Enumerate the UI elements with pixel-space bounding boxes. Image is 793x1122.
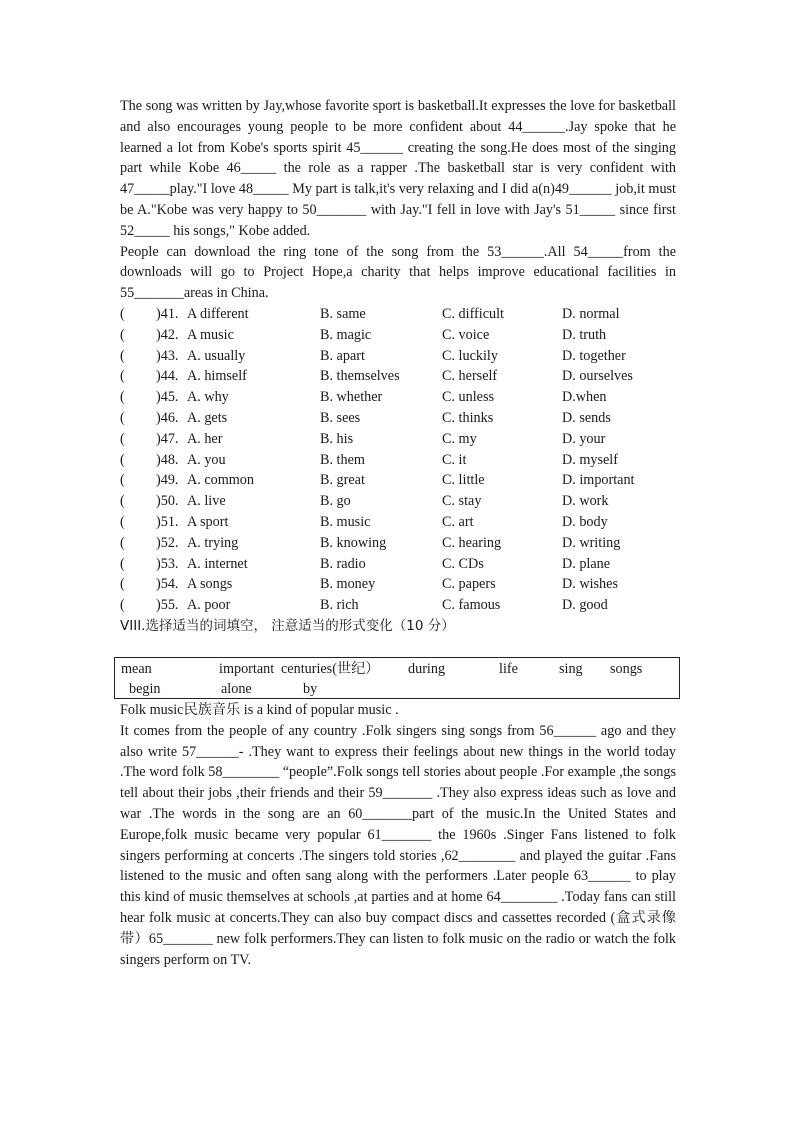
option-b: B. magic bbox=[320, 326, 372, 343]
question-number: )48. bbox=[156, 451, 179, 468]
answer-paren: ( bbox=[120, 493, 125, 510]
option-row bbox=[120, 574, 676, 595]
passage-2-intro: Folk music民族音乐 is a kind of popular music . bbox=[120, 702, 399, 718]
option-c: C. herself bbox=[442, 368, 498, 385]
option-b: B. sees bbox=[320, 409, 361, 426]
question-number: )45. bbox=[156, 389, 179, 406]
answer-paren: ( bbox=[120, 389, 125, 406]
option-row bbox=[120, 366, 676, 387]
word-bank-item: begin bbox=[129, 681, 161, 697]
question-number: )53. bbox=[156, 555, 179, 572]
question-number: )52. bbox=[156, 534, 179, 551]
option-b: B. money bbox=[320, 576, 376, 593]
option-d: D. work bbox=[562, 493, 609, 510]
option-d: D. together bbox=[562, 347, 626, 364]
option-a: A different bbox=[187, 305, 249, 322]
question-number: )51. bbox=[156, 513, 179, 530]
word-bank-item: important bbox=[219, 661, 275, 677]
word-bank-item: life bbox=[499, 661, 518, 677]
passage-paragraph-2: People can download the ring tone of the song from the 53______.All 54_____from the downloads will go to Project Hope,a charity that helps improve educational facilities in 55_______areas in China. bbox=[120, 243, 676, 302]
option-a: A. live bbox=[187, 493, 226, 510]
option-row bbox=[120, 512, 676, 533]
passage-2-body: It comes from the people of any country .Folk singers sing songs from 56______ ago and they also write 57______- .They want to express their feelings about new things in the world today .The word folk 58________ “people”.Folk songs tell stories about people .For example ,the songs tell about their jobs ,their friends and their 59_______ .They also express ideas such as love and war .The words in the song are an 60_______part of the music.In the United States and Europe,folk music became very popular 61_______ the 1960s .Singer Fans listened to folk singers performing at concerts .The singers told stories ,62________ and played the guitar .Fans listened to the music and often sang along with the performers .Later people 63______ to play this kind of music themselves at schools ,at parties and at home 64________ .Today fans can still hear folk music at concerts.They can also buy compact discs and cassettes recorded (盒式录像带）65_______ new folk performers.They can listen to folk music on the radio or watch the folk singers perform on TV. bbox=[120, 722, 676, 968]
option-row bbox=[120, 346, 676, 367]
option-d: D. myself bbox=[562, 451, 618, 468]
answer-paren: ( bbox=[120, 555, 125, 572]
option-b: B. them bbox=[320, 451, 365, 468]
option-d: D. your bbox=[562, 430, 606, 447]
word-bank-item: by bbox=[303, 681, 318, 697]
option-row bbox=[120, 554, 676, 575]
option-a: A. her bbox=[187, 430, 223, 447]
option-b: B. rich bbox=[320, 597, 359, 614]
option-a: A. poor bbox=[187, 597, 231, 614]
answer-paren: ( bbox=[120, 472, 125, 489]
option-a: A. gets bbox=[187, 409, 228, 426]
word-bank-box bbox=[114, 657, 680, 699]
option-c: C. stay bbox=[442, 493, 482, 510]
answer-paren: ( bbox=[120, 347, 125, 364]
section-8-title: VIII.选择适当的词填空， 注意适当的形式变化（10 分） bbox=[120, 617, 455, 634]
option-b: B. his bbox=[320, 430, 354, 447]
answer-paren: ( bbox=[120, 451, 125, 468]
option-d: D. good bbox=[562, 597, 608, 614]
option-a: A sport bbox=[187, 513, 229, 530]
answer-paren: ( bbox=[120, 597, 125, 614]
word-bank-row-2 bbox=[121, 679, 673, 699]
option-d: D. sends bbox=[562, 409, 611, 426]
question-number: )44. bbox=[156, 368, 179, 385]
option-row bbox=[120, 533, 676, 554]
option-d: D.when bbox=[562, 389, 607, 406]
answer-paren: ( bbox=[120, 368, 125, 385]
option-row bbox=[120, 491, 676, 512]
option-d: D. normal bbox=[562, 305, 620, 322]
word-bank-item: alone bbox=[221, 681, 252, 697]
option-a: A. himself bbox=[187, 368, 247, 385]
option-c: C. art bbox=[442, 513, 474, 530]
option-row bbox=[120, 325, 676, 346]
option-d: D. ourselves bbox=[562, 368, 633, 385]
question-number: )55. bbox=[156, 597, 179, 614]
option-c: C. little bbox=[442, 472, 485, 489]
option-b: B. knowing bbox=[320, 534, 387, 551]
option-c: C. difficult bbox=[442, 305, 505, 322]
option-row bbox=[120, 470, 676, 491]
question-number: )41. bbox=[156, 305, 179, 322]
option-c: C. luckily bbox=[442, 347, 498, 364]
option-c: C. my bbox=[442, 430, 477, 447]
question-number: )50. bbox=[156, 493, 179, 510]
question-number: )42. bbox=[156, 326, 179, 343]
answer-paren: ( bbox=[120, 326, 125, 343]
option-c: C. hearing bbox=[442, 534, 502, 551]
option-b: B. apart bbox=[320, 347, 365, 364]
option-c: C. papers bbox=[442, 576, 496, 593]
option-b: B. music bbox=[320, 513, 371, 530]
word-bank-item: during bbox=[408, 661, 446, 677]
option-c: C. unless bbox=[442, 389, 495, 406]
option-row bbox=[120, 408, 676, 429]
question-number: )54. bbox=[156, 576, 179, 593]
option-c: C. CDs bbox=[442, 555, 484, 572]
word-bank-item: centuries(世纪） bbox=[281, 661, 380, 677]
option-b: B. whether bbox=[320, 389, 383, 406]
option-c: C. famous bbox=[442, 597, 501, 614]
question-number: )46. bbox=[156, 409, 179, 426]
question-number: )47. bbox=[156, 430, 179, 447]
word-bank-item: mean bbox=[121, 661, 152, 677]
answer-paren: ( bbox=[120, 576, 125, 593]
option-d: D. body bbox=[562, 513, 608, 530]
option-b: B. great bbox=[320, 472, 365, 489]
answer-paren: ( bbox=[120, 513, 125, 530]
option-b: B. same bbox=[320, 305, 366, 322]
passage-paragraph-1: The song was written by Jay,whose favorite sport is basketball.It expresses the love for basketball and also encourages young people to be more confident about 44______.Jay spoke that he learned a lot from Kobe's sports spirit 45______ creating the song.He does most of the singing part while Kobe 46_____ the role as a rapper .The basketball star is very confident with 47_____play."I love 48_____ My part is talk,it's very relaxing and I did a(n)49______ job,it must be A."Kobe was very happy to 50_______ with Jay."I fell in love with Jay's 51_____ since first 52_____ his songs," Kobe added. bbox=[120, 98, 676, 239]
option-row bbox=[120, 450, 676, 471]
option-a: A. you bbox=[187, 451, 226, 468]
option-a: A. trying bbox=[187, 534, 239, 551]
option-a: A music bbox=[187, 326, 234, 343]
option-a: A. usually bbox=[187, 347, 246, 364]
option-d: D. plane bbox=[562, 555, 611, 572]
option-row bbox=[120, 304, 676, 325]
option-row bbox=[120, 387, 676, 408]
answer-paren: ( bbox=[120, 430, 125, 447]
option-a: A. internet bbox=[187, 555, 248, 572]
option-c: C. thinks bbox=[442, 409, 494, 426]
option-b: B. themselves bbox=[320, 368, 400, 385]
option-row bbox=[120, 429, 676, 450]
question-number: )49. bbox=[156, 472, 179, 489]
option-b: B. go bbox=[320, 493, 351, 510]
options-list bbox=[120, 304, 676, 616]
option-a: A. common bbox=[187, 472, 254, 489]
answer-paren: ( bbox=[120, 534, 125, 551]
option-d: D. wishes bbox=[562, 576, 618, 593]
question-number: )43. bbox=[156, 347, 179, 364]
option-c: C. it bbox=[442, 451, 467, 468]
option-d: D. important bbox=[562, 472, 635, 489]
word-bank-item: sing bbox=[559, 661, 583, 677]
option-d: D. writing bbox=[562, 534, 621, 551]
worksheet-page bbox=[120, 96, 676, 637]
word-bank-item: songs bbox=[610, 661, 643, 677]
option-a: A songs bbox=[187, 576, 233, 593]
option-d: D. truth bbox=[562, 326, 607, 343]
option-b: B. radio bbox=[320, 555, 366, 572]
option-a: A. why bbox=[187, 389, 229, 406]
option-c: C. voice bbox=[442, 326, 490, 343]
answer-paren: ( bbox=[120, 409, 125, 426]
section-8-passage bbox=[120, 700, 676, 970]
word-bank-row-1 bbox=[121, 659, 673, 679]
option-row bbox=[120, 595, 676, 616]
answer-paren: ( bbox=[120, 305, 125, 322]
